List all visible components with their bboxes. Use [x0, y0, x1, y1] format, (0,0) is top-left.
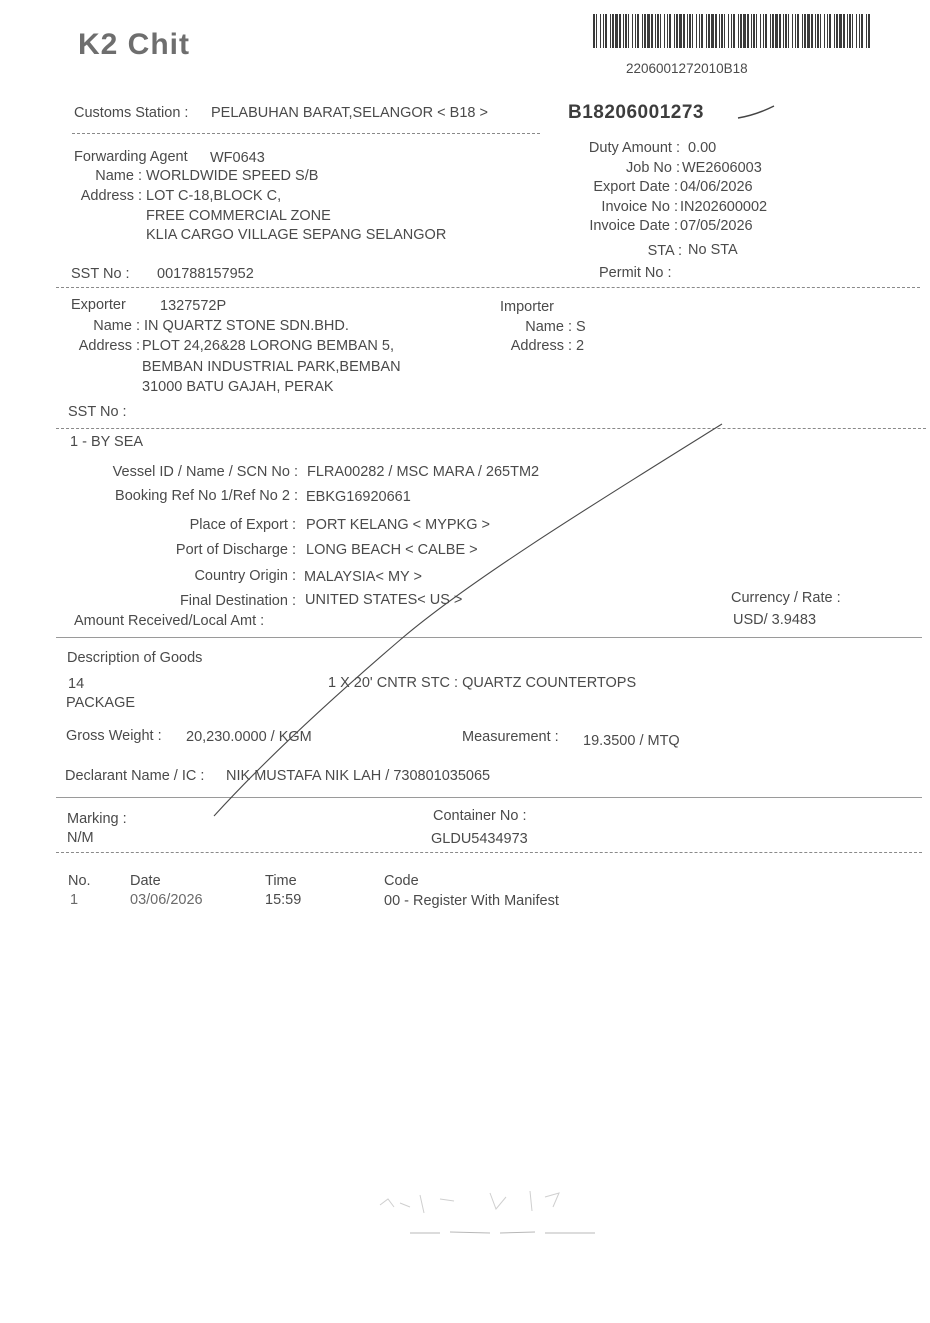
- declarant-label: Declarant Name / IC :: [65, 768, 205, 784]
- divider: [56, 797, 922, 798]
- country-origin-label: Country Origin :: [194, 568, 296, 584]
- forwarding-agent-label: Forwarding Agent: [74, 149, 188, 165]
- port-of-discharge-value: LONG BEACH < CALBE >: [306, 542, 478, 558]
- divider: [56, 637, 922, 638]
- agent-address-label: Address :: [80, 188, 142, 204]
- package-quantity: 14: [68, 676, 85, 692]
- forwarding-agent-code: WF0643: [210, 150, 265, 166]
- description-label: Description of Goods: [67, 650, 203, 666]
- importer-label: Importer: [500, 299, 554, 315]
- divider: [56, 287, 920, 288]
- container-no-value: GLDU5434973: [431, 831, 528, 847]
- barcode-image: [593, 14, 871, 48]
- country-origin-value: MALAYSIA< MY >: [304, 569, 422, 585]
- history-row-date: 03/06/2026: [130, 892, 203, 908]
- currency-rate-label: Currency / Rate :: [731, 590, 841, 606]
- place-of-export-label: Place of Export :: [189, 517, 296, 533]
- port-of-discharge-label: Port of Discharge :: [175, 542, 296, 558]
- declarant-value: NIK MUSTAFA NIK LAH / 730801035065: [226, 768, 491, 784]
- invoice-date-value: 07/05/2026: [680, 218, 753, 234]
- agent-sst-value: 001788157952: [157, 266, 254, 282]
- history-row-no: 1: [70, 892, 79, 908]
- place-of-export-value: PORT KELANG < MYPKG >: [306, 517, 491, 533]
- importer-name-label: Name :: [525, 319, 572, 335]
- vessel-value: FLRA00282 / MSC MARA / 265TM2: [307, 464, 540, 480]
- job-no-value: WE2606003: [682, 160, 762, 176]
- final-destination-label: Final Destination :: [179, 593, 296, 609]
- exporter-name-label: Name :: [93, 318, 140, 334]
- barcode-number: 2206001272010B18: [626, 61, 748, 76]
- duty-amount-label: Duty Amount :: [588, 140, 680, 156]
- gross-weight-value: 20,230.0000 / KGM: [186, 729, 312, 745]
- measurement-label: Measurement :: [462, 729, 559, 745]
- export-date-label: Export Date :: [593, 179, 678, 195]
- measurement-value: 19.3500 / MTQ: [583, 733, 680, 749]
- divider: [56, 852, 922, 853]
- history-row-code: 00 - Register With Manifest: [384, 893, 559, 909]
- exporter-code: 1327572P: [160, 298, 227, 314]
- transport-mode: 1 - BY SEA: [70, 434, 144, 450]
- customs-station-label: Customs Station :: [74, 105, 189, 121]
- exporter-address-line: 31000 BATU GAJAH, PERAK: [142, 379, 334, 395]
- divider: [56, 428, 926, 429]
- history-header-code: Code: [384, 873, 419, 889]
- history-header-time: Time: [265, 873, 297, 889]
- history-header-date: Date: [130, 873, 161, 889]
- agent-address-line: LOT C-18,BLOCK C,: [146, 188, 282, 204]
- exporter-sst-label: SST No :: [68, 404, 127, 420]
- agent-address-line: KLIA CARGO VILLAGE SEPANG SELANGOR: [146, 227, 447, 243]
- declaration-number: B18206001273: [568, 102, 704, 123]
- agent-address-line: FREE COMMERCIAL ZONE: [146, 208, 331, 224]
- faint-stamp-mark: [370, 1185, 630, 1245]
- booking-ref-label: Booking Ref No 1/Ref No 2 :: [115, 488, 298, 504]
- final-destination-value: UNITED STATES< US >: [305, 592, 463, 608]
- importer-name: S: [576, 319, 586, 335]
- package-unit: PACKAGE: [66, 695, 136, 711]
- exporter-address-label: Address :: [78, 338, 140, 354]
- agent-sst-label: SST No :: [71, 266, 130, 282]
- agent-name-label: Name :: [95, 168, 142, 184]
- exporter-name: IN QUARTZ STONE SDN.BHD.: [144, 318, 349, 334]
- invoice-date-label: Invoice Date :: [589, 218, 678, 234]
- customs-station-value: PELABUHAN BARAT,SELANGOR < B18 >: [211, 105, 488, 121]
- history-header-no: No.: [68, 873, 91, 889]
- exporter-label: Exporter: [71, 297, 126, 313]
- invoice-no-label: Invoice No :: [601, 199, 678, 215]
- agent-name: WORLDWIDE SPEED S/B: [146, 168, 319, 184]
- goods-description: 1 X 20' CNTR STC : QUARTZ COUNTERTOPS: [328, 675, 637, 691]
- divider: [72, 133, 540, 134]
- marking-label: Marking :: [67, 811, 127, 827]
- history-row-time: 15:59: [265, 892, 302, 908]
- importer-address: 2: [576, 338, 585, 354]
- duty-amount-value: 0.00: [688, 140, 717, 156]
- sta-value: No STA: [688, 242, 738, 258]
- check-mark-icon: [736, 104, 776, 122]
- exporter-address-line: BEMBAN INDUSTRIAL PARK,BEMBAN: [142, 359, 401, 375]
- invoice-no-value: IN202600002: [680, 199, 768, 215]
- vessel-label: Vessel ID / Name / SCN No :: [112, 464, 298, 480]
- currency-rate-value: USD/ 3.9483: [733, 612, 817, 628]
- container-no-label: Container No :: [433, 808, 527, 824]
- job-no-label: Job No :: [626, 160, 680, 176]
- amount-received-label: Amount Received/Local Amt :: [74, 613, 265, 629]
- marking-value: N/M: [67, 830, 94, 846]
- permit-no-label: Permit No :: [599, 265, 672, 281]
- exporter-address-line: PLOT 24,26&28 LORONG BEMBAN 5,: [142, 338, 394, 354]
- gross-weight-label: Gross Weight :: [66, 728, 162, 744]
- sta-label: STA :: [647, 243, 682, 259]
- export-date-value: 04/06/2026: [680, 179, 753, 195]
- logo: K2 Chit: [78, 28, 190, 61]
- importer-address-label: Address :: [510, 338, 572, 354]
- booking-ref-value: EBKG16920661: [306, 489, 411, 505]
